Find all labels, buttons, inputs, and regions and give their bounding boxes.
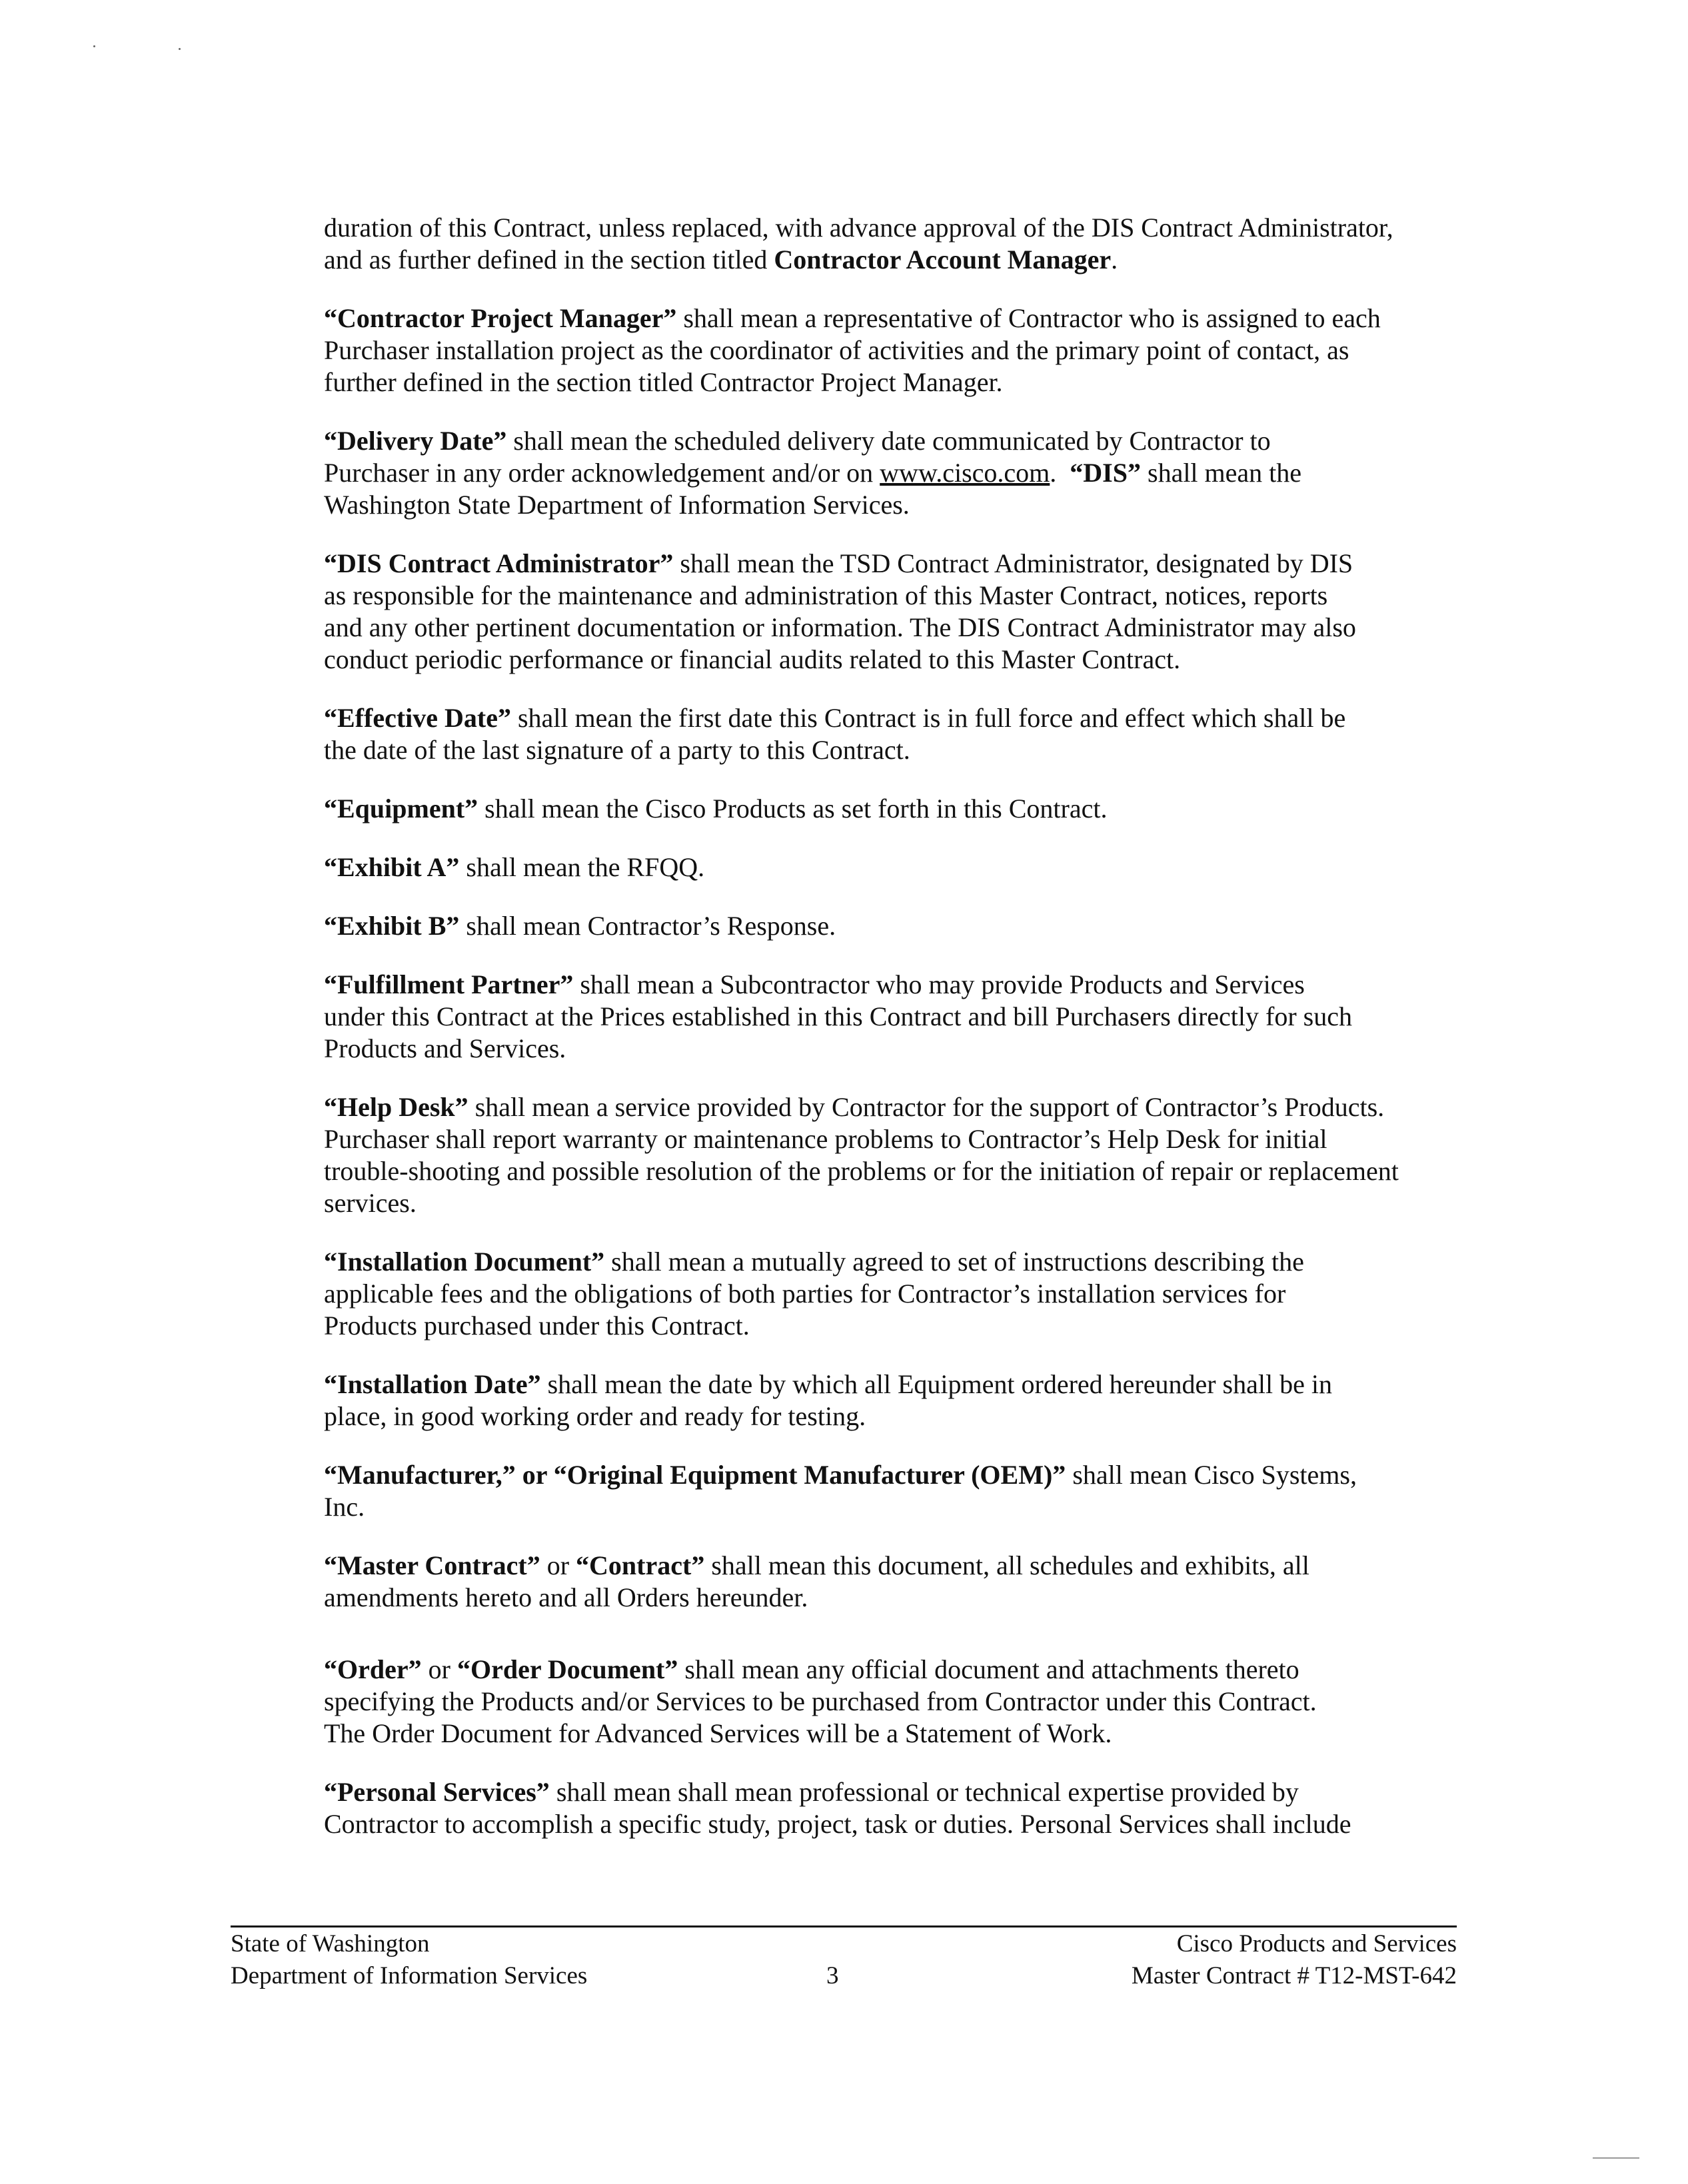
text-line [324, 1001, 1498, 1033]
text-line [324, 793, 1498, 825]
text-run: shall mean the RFQQ. [459, 852, 705, 882]
text-run: . [1111, 245, 1118, 274]
text-run: shall mean a representative of Contractor who is assigned to each [676, 303, 1381, 333]
text-run: and any other pertinent documentation or information. The DIS Contract Administrator may also [324, 612, 1356, 642]
text-line [324, 1491, 1498, 1523]
text-line [324, 1155, 1498, 1187]
text-run: duration of this Contract, unless replaced, with advance approval of the DIS Contract Administrator, [324, 213, 1393, 243]
defined-term: “Effective Date” [324, 703, 511, 733]
definition-paragraph [324, 1091, 1498, 1219]
text-run: trouble-shooting and possible resolution of the problems or for the initiation of repair or replacement [324, 1156, 1399, 1186]
definition-paragraph [324, 851, 1498, 883]
text-run: shall mean the TSD Contract Administrator, designated by DIS [673, 548, 1353, 578]
text-line [324, 702, 1498, 734]
defined-term: “Help Desk” [324, 1092, 468, 1122]
definition-paragraph [324, 969, 1498, 1065]
text-run: shall mean Contractor’s Response. [459, 911, 836, 941]
text-run: . [1050, 458, 1070, 488]
footer-rule [231, 1925, 1457, 1927]
text-run: shall mean the scheduled delivery date communicated by Contractor to [506, 426, 1271, 456]
defined-term: “Order Document” [456, 1654, 678, 1684]
definition-paragraph [324, 910, 1498, 942]
definition-paragraph [324, 1368, 1498, 1432]
definition-paragraph [324, 425, 1498, 521]
text-line [324, 425, 1498, 457]
text-run: place, in good working order and ready for testing. [324, 1401, 866, 1431]
text-line [324, 1246, 1498, 1278]
website-link[interactable]: www.cisco.com [880, 458, 1050, 488]
text-line [324, 489, 1498, 521]
text-run: Products purchased under this Contract. [324, 1311, 750, 1341]
text-line [324, 644, 1498, 676]
text-line [324, 612, 1498, 644]
text-run: shall mean the first date this Contract is in full force and effect which shall be [510, 703, 1346, 733]
page-number: 3 [826, 1962, 839, 1989]
definition-paragraph [324, 1246, 1498, 1342]
text-run: or [421, 1654, 457, 1684]
definition-paragraph [324, 702, 1498, 766]
text-line [324, 1808, 1498, 1840]
defined-term: “Fulfillment Partner” [324, 969, 574, 999]
definition-paragraph [324, 1459, 1498, 1523]
text-run: Purchaser installation project as the coordinator of activities and the primary point of contact, as [324, 335, 1349, 365]
text-line [324, 851, 1498, 883]
text-run: Products and Services. [324, 1033, 566, 1063]
text-run: shall mean a mutually agreed to set of instructions describing the [604, 1247, 1304, 1277]
text-run: shall mean the date by which all Equipment ordered hereunder shall be in [540, 1369, 1332, 1399]
text-run: shall mean any official document and attachments thereto [678, 1654, 1299, 1684]
definition-paragraph [324, 1654, 1498, 1750]
defined-term: “Contract” [576, 1550, 705, 1580]
text-line [324, 1776, 1498, 1808]
text-line [324, 1654, 1498, 1686]
text-line [324, 212, 1498, 244]
defined-term: “Order” [324, 1654, 422, 1684]
text-line [324, 302, 1498, 334]
defined-term: “Exhibit B” [324, 911, 460, 941]
text-line [324, 1091, 1498, 1123]
text-run: shall mean Cisco Systems, [1066, 1460, 1357, 1490]
text-run: amendments hereto and all Orders hereunder. [324, 1582, 808, 1612]
text-run: conduct periodic performance or financial audits related to this Master Contract. [324, 644, 1181, 674]
defined-term: “Installation Document” [324, 1247, 605, 1277]
definition-paragraph [324, 793, 1498, 825]
defined-term: “Exhibit A” [324, 852, 460, 882]
text-run: the date of the last signature of a party to this Contract. [324, 735, 910, 765]
defined-term: “Personal Services” [324, 1777, 550, 1807]
defined-term: “DIS” [1070, 458, 1141, 488]
text-line [324, 1123, 1498, 1155]
defined-term: “Equipment” [324, 794, 478, 823]
text-line [324, 969, 1498, 1001]
text-line [324, 910, 1498, 942]
footer-state: State of Washington [231, 1930, 430, 1957]
text-run: shall mean the Cisco Products as set forth in this Contract. [478, 794, 1108, 823]
definition-paragraph [324, 548, 1498, 676]
text-line [324, 1459, 1498, 1491]
text-run: Washington State Department of Information Services. [324, 490, 910, 520]
text-line [324, 457, 1498, 489]
text-line [324, 1550, 1498, 1582]
text-run: shall mean a service provided by Contractor for the support of Contractor’s Products. [468, 1092, 1385, 1122]
footer-product: Cisco Products and Services [1176, 1930, 1457, 1957]
definition-paragraph [324, 1550, 1498, 1614]
text-run: shall mean a Subcontractor who may provide Products and Services [573, 969, 1305, 999]
text-line [324, 1582, 1498, 1614]
text-run: further defined in the section titled Contractor Project Manager. [324, 367, 1003, 397]
text-line [324, 548, 1498, 580]
defined-term: Contractor Account Manager [774, 245, 1112, 274]
footer-department: Department of Information Services [231, 1962, 588, 1989]
scan-speck [93, 45, 95, 47]
text-line [324, 366, 1498, 398]
text-run: The Order Document for Advanced Services will be a Statement of Work. [324, 1718, 1112, 1748]
text-run: Inc. [324, 1492, 365, 1522]
text-run: and as further defined in the section titled [324, 245, 774, 274]
text-run: under this Contract at the Prices established in this Contract and bill Purchasers directly for such [324, 1001, 1352, 1031]
text-run: Contractor to accomplish a specific study, project, task or duties. Personal Services shall include [324, 1809, 1351, 1839]
scan-mark [1593, 2157, 1639, 2159]
text-line [324, 1187, 1498, 1219]
text-run: Purchaser in any order acknowledgement and/or on [324, 458, 880, 488]
defined-term: “Installation Date” [324, 1369, 541, 1399]
text-line [324, 1368, 1498, 1400]
text-line [324, 580, 1498, 612]
text-run: specifying the Products and/or Services to be purchased from Contractor under this Contract. [324, 1686, 1317, 1716]
text-line [324, 244, 1498, 276]
defined-term: “Contractor Project Manager” [324, 303, 677, 333]
document-body [324, 212, 1498, 1867]
scan-speck [179, 48, 181, 50]
defined-term: “Delivery Date” [324, 426, 507, 456]
defined-term: “Manufacturer,” or “Original Equipment Manufacturer (OEM)” [324, 1460, 1066, 1490]
definition-paragraph [324, 1776, 1498, 1840]
definition-paragraph [324, 212, 1498, 276]
text-run: or [540, 1550, 576, 1580]
text-run: shall mean shall mean professional or technical expertise provided by [549, 1777, 1299, 1807]
defined-term: “Master Contract” [324, 1550, 540, 1580]
text-run: Purchaser shall report warranty or maintenance problems to Contractor’s Help Desk for initial [324, 1124, 1327, 1154]
text-line [324, 1033, 1498, 1065]
footer-contract-number: Master Contract # T12-MST-642 [1131, 1962, 1457, 1989]
text-run: shall mean this document, all schedules and exhibits, all [704, 1550, 1309, 1580]
text-line [324, 334, 1498, 366]
text-line [324, 1718, 1498, 1750]
text-line [324, 1278, 1498, 1310]
text-line [324, 1310, 1498, 1342]
text-run: shall mean the [1141, 458, 1302, 488]
text-run: services. [324, 1188, 417, 1218]
defined-term: “DIS Contract Administrator” [324, 548, 674, 578]
definition-paragraph [324, 302, 1498, 398]
text-line [324, 1686, 1498, 1718]
text-line [324, 1400, 1498, 1432]
text-run: as responsible for the maintenance and administration of this Master Contract, notices, reports [324, 580, 1328, 610]
text-run: applicable fees and the obligations of both parties for Contractor’s installation services for [324, 1279, 1286, 1309]
text-line [324, 734, 1498, 766]
